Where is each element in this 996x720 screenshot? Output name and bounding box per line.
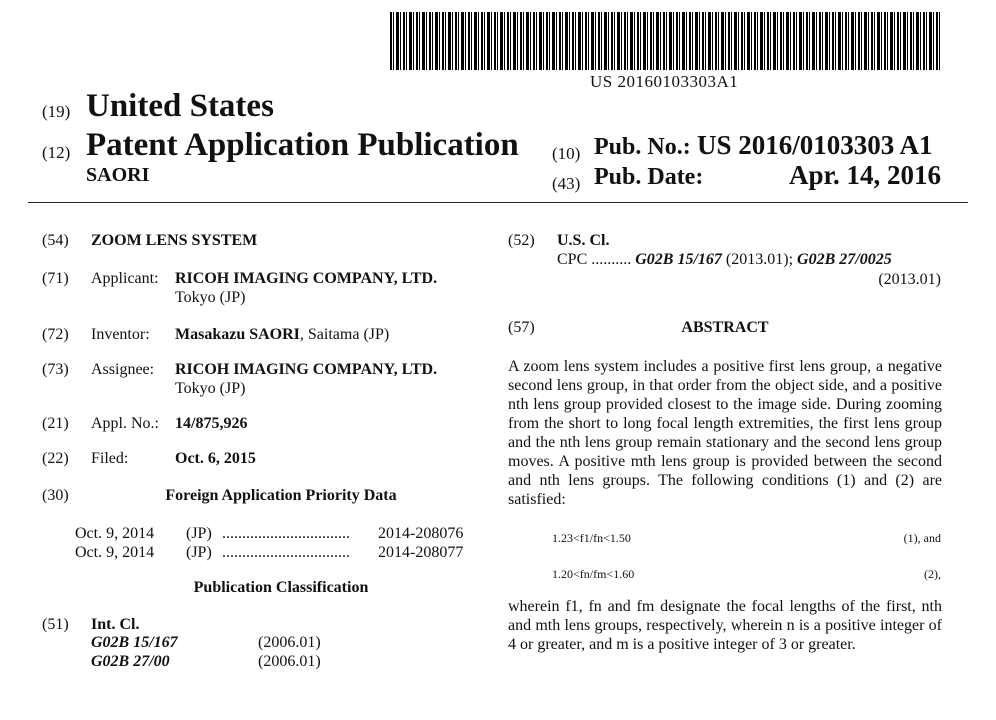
- pub-date: Apr. 14, 2016: [788, 160, 941, 190]
- int-cl-code: G02B 27/00: [91, 653, 170, 670]
- code-30: (30): [42, 487, 69, 504]
- priority-title: Foreign Application Priority Data: [165, 487, 397, 504]
- condition-1: 1.23<f1/fn<1.50: [552, 531, 631, 545]
- priority-dots: ................................: [222, 525, 350, 542]
- code-10: (10): [552, 144, 581, 163]
- country: United States: [86, 88, 274, 124]
- code-57: (57): [508, 319, 535, 336]
- inventor-label: Inventor:: [91, 326, 150, 343]
- code-43: (43): [552, 174, 581, 193]
- header-rule: [28, 202, 968, 203]
- cpc-code: G02B 15/167: [635, 251, 722, 268]
- abstract-paragraph-2: wherein f1, fn and fm designate the focal lengths of the first, nth and mth lens groups, respectively, wherein n is a positive integer of 4 or greater, and m is a positive integer of 3 or greater.: [508, 598, 942, 653]
- barcode-number: US 20160103303A1: [590, 72, 739, 91]
- condition-2: 1.20<fn/fm<1.60: [552, 567, 635, 581]
- appl-no: 14/875,926: [175, 415, 248, 432]
- inventor-location: , Saitama (JP): [299, 326, 390, 343]
- priority-number: 2014-208076: [378, 525, 464, 542]
- publication-type: Patent Application Publication: [86, 127, 519, 163]
- pub-no: US 2016/0103303 A1: [697, 130, 933, 160]
- cpc-line: [557, 250, 892, 270]
- pub-no-label: Pub. No.:: [594, 134, 691, 160]
- abstract-title: ABSTRACT: [681, 319, 769, 336]
- priority-number: 2014-208077: [378, 544, 464, 561]
- cpc-code: G02B 27/0025: [797, 251, 892, 268]
- condition-2-tag: (2),: [924, 567, 941, 581]
- code-73: (73): [42, 361, 69, 378]
- code-54: (54): [42, 232, 69, 249]
- title: ZOOM LENS SYSTEM: [91, 232, 258, 249]
- condition-1-tag: (1), and: [903, 531, 941, 545]
- priority-country: (JP): [186, 525, 212, 542]
- barcode: [390, 12, 942, 70]
- assignee-label: Assignee:: [91, 361, 155, 378]
- inventor-line: [175, 325, 389, 345]
- code-72: (72): [42, 326, 69, 343]
- code-12: (12): [42, 143, 71, 162]
- code-52: (52): [508, 232, 535, 249]
- priority-date: Oct. 9, 2014: [75, 525, 155, 542]
- code-21: (21): [42, 415, 69, 432]
- cpc-dots: ..........: [591, 251, 632, 268]
- applicant-name: RICOH IMAGING COMPANY, LTD.: [175, 270, 438, 287]
- assignee-name: RICOH IMAGING COMPANY, LTD.: [175, 361, 438, 378]
- assignee-location: Tokyo (JP): [175, 380, 246, 397]
- pub-date-label: Pub. Date:: [594, 164, 704, 190]
- int-cl-code: G02B 15/167: [91, 634, 178, 651]
- priority-dots: ................................: [222, 544, 350, 561]
- filed-date: Oct. 6, 2015: [175, 450, 256, 467]
- appl-no-label: Appl. No.:: [91, 415, 159, 432]
- priority-date: Oct. 9, 2014: [75, 544, 155, 561]
- filed-label: Filed:: [91, 450, 129, 467]
- int-cl-date: (2006.01): [258, 653, 321, 670]
- code-19: (19): [42, 102, 71, 121]
- inventor-short: SAORI: [86, 164, 150, 186]
- priority-country: (JP): [186, 544, 212, 561]
- inventor-name: Masakazu SAORI: [175, 326, 300, 343]
- cpc-date: (2013.01): [878, 271, 941, 288]
- code-51: (51): [42, 616, 69, 633]
- cpc-date: (2013.01);: [725, 251, 794, 268]
- abstract-paragraph: A zoom lens system includes a positive first lens group, a negative second lens group, in that order from the object side, and a positive nth lens group provided closest to the image side. During zooming from the short to long focal length extremities, the first lens group and the nth lens group remain stationary and the second lens group moves. A positive mth lens group is provided between the second and nth lens groups. The following conditions (1) and (2) are satisfied:: [508, 358, 942, 508]
- code-22: (22): [42, 450, 69, 467]
- code-71: (71): [42, 270, 69, 287]
- applicant-location: Tokyo (JP): [175, 289, 246, 306]
- int-cl-date: (2006.01): [258, 634, 321, 651]
- applicant-label: Applicant:: [91, 270, 159, 287]
- us-cl-label: U.S. Cl.: [557, 232, 610, 249]
- publication-classification-title: Publication Classification: [193, 579, 369, 596]
- cpc-label: CPC: [557, 251, 588, 268]
- int-cl-label: Int. Cl.: [91, 616, 140, 633]
